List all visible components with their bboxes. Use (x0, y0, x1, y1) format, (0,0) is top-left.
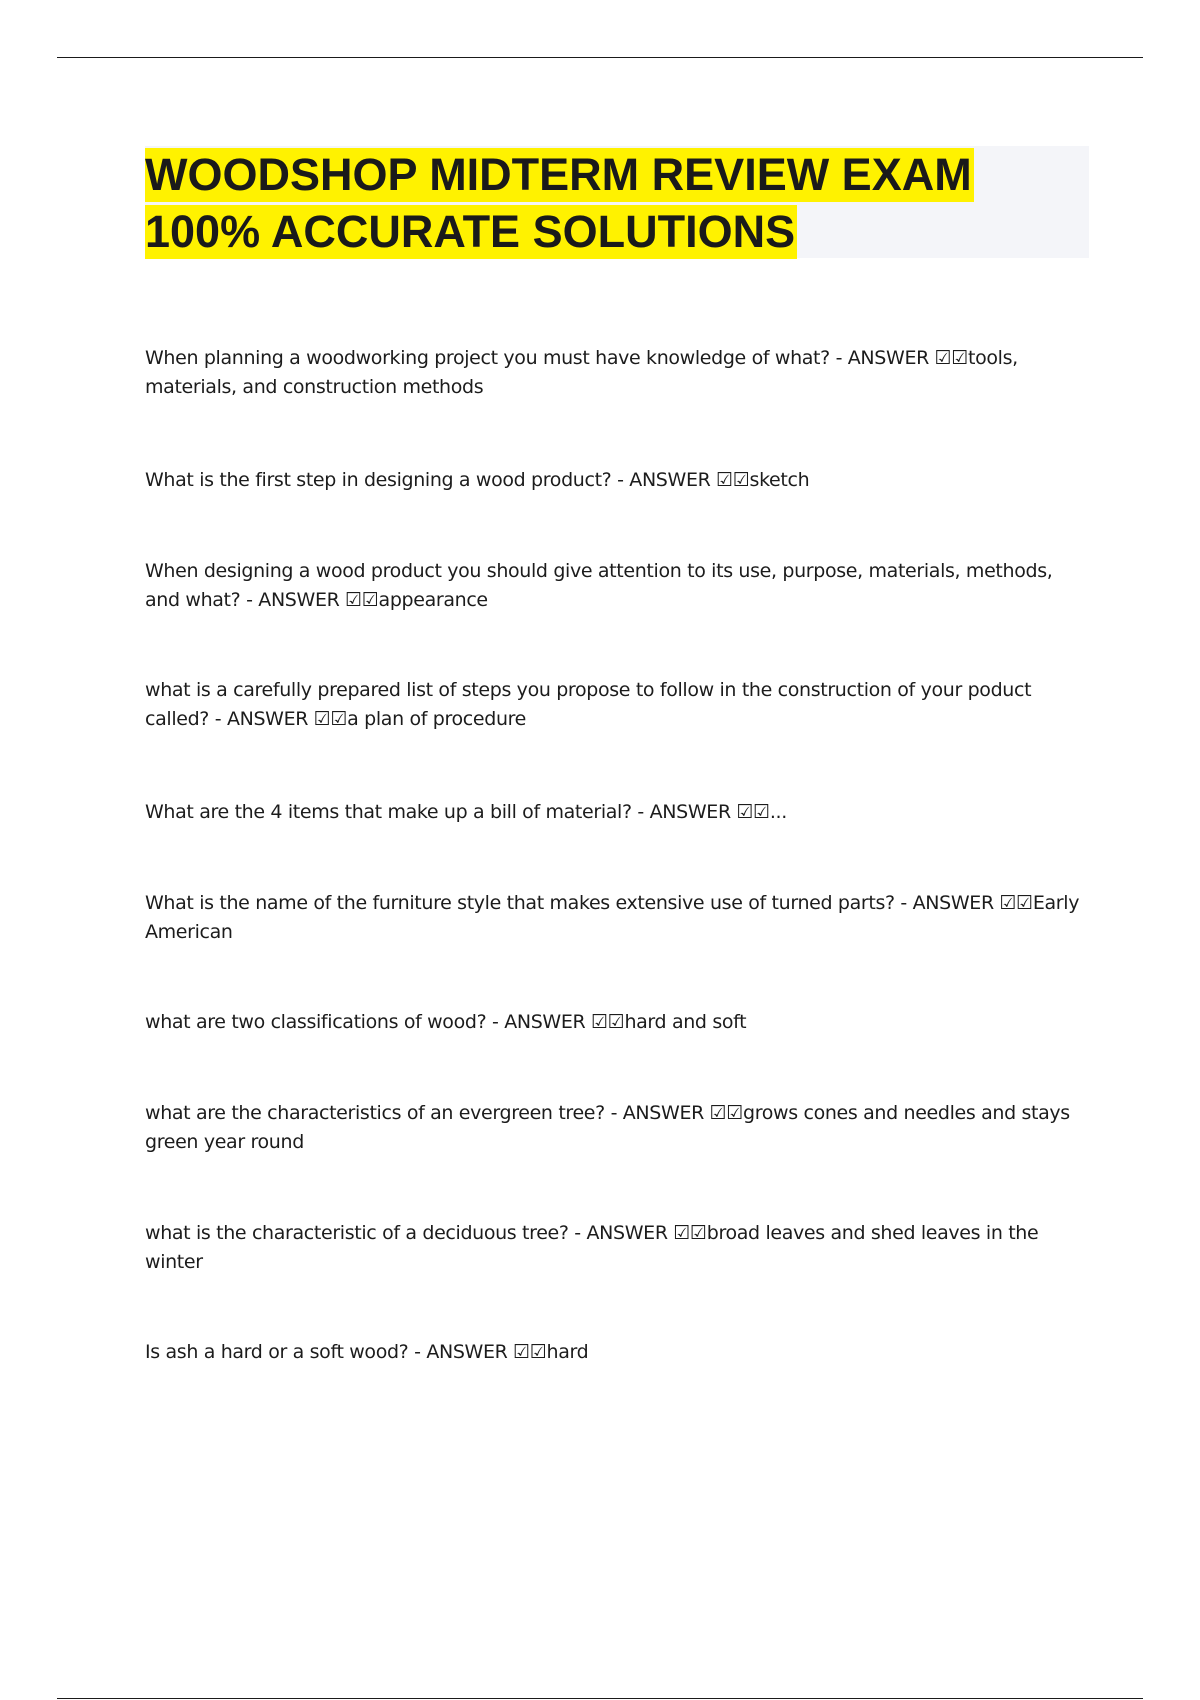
answer-label: ANSWER (912, 892, 994, 914)
separator: - (568, 1222, 587, 1244)
check-marks-icon: ☑☑ (703, 1102, 744, 1124)
answer-label: ANSWER (649, 801, 731, 823)
check-marks-icon: ☑☑ (585, 1011, 625, 1033)
question-text: When planning a woodworking project you must have knowledge of what? (145, 347, 830, 369)
check-marks-icon: ☑☑ (928, 347, 969, 369)
separator: - (611, 469, 630, 491)
title-block (145, 146, 1089, 258)
answer-text: broad leaves and shed leaves in the winter (145, 1222, 1039, 1273)
qa-item (145, 798, 1090, 827)
qa-item (145, 1099, 1090, 1157)
check-marks-icon: ☑☑ (507, 1341, 547, 1363)
answer-label: ANSWER (629, 469, 711, 491)
question-text: What are the 4 items that make up a bill of material? (145, 801, 632, 823)
answer-text: sketch (749, 469, 810, 491)
qa-item (145, 344, 1090, 402)
answer-label: ANSWER (258, 589, 340, 611)
question-text: Is ash a hard or a soft wood? (145, 1341, 409, 1363)
question-text: What is the first step in designing a wood product? (145, 469, 612, 491)
separator: - (240, 589, 259, 611)
qa-item (145, 1219, 1090, 1277)
answer-text: appearance (378, 589, 488, 611)
answer-text: tools, materials, and construction methods (145, 347, 1018, 398)
qa-item (145, 889, 1090, 947)
check-marks-icon: ☑☑ (308, 708, 348, 730)
answer-text: Early American (145, 892, 1080, 943)
answer-label: ANSWER (586, 1222, 668, 1244)
answer-text: hard (546, 1341, 589, 1363)
qa-item (145, 1338, 1090, 1367)
footer-rule (57, 1698, 1143, 1699)
question-text: what is a carefully prepared list of steps you propose to follow in the construction of your poduct called? (145, 679, 1032, 730)
answer-label: ANSWER (426, 1341, 508, 1363)
separator: - (604, 1102, 623, 1124)
question-text: what are the characteristics of an evergreen tree? (145, 1102, 605, 1124)
qa-item (145, 676, 1090, 734)
separator: - (408, 1341, 427, 1363)
check-marks-icon: ☑☑ (993, 892, 1033, 914)
header-rule (57, 57, 1143, 58)
title-line-1: WOODSHOP MIDTERM REVIEW EXAM (145, 149, 972, 200)
document-title (145, 146, 1089, 260)
answer-label: ANSWER (622, 1102, 704, 1124)
title-line-2: 100% ACCURATE SOLUTIONS (145, 206, 796, 257)
answer-text: a plan of procedure (347, 708, 527, 730)
question-text: When designing a wood product you should give attention to its use, purpose, materials, methods, and what? (145, 560, 1053, 611)
separator: - (209, 708, 227, 730)
question-text: What is the name of the furniture style that makes extensive use of turned parts? (145, 892, 895, 914)
qa-item (145, 1008, 1090, 1037)
separator: - (894, 892, 913, 914)
qa-item (145, 557, 1090, 615)
answer-label: ANSWER (847, 347, 929, 369)
separator: - (631, 801, 650, 823)
check-marks-icon: ☑☑ (730, 801, 770, 823)
answer-text: ... (769, 801, 787, 823)
answer-text: hard and soft (624, 1011, 747, 1033)
answer-text: grows cones and needles and stays green year round (145, 1102, 1070, 1153)
qa-item (145, 466, 1090, 495)
check-marks-icon: ☑☑ (710, 469, 750, 491)
check-marks-icon: ☑☑ (339, 589, 379, 611)
question-text: what are two classifications of wood? (145, 1011, 487, 1033)
separator: - (829, 347, 848, 369)
answer-label: ANSWER (226, 708, 309, 730)
separator: - (486, 1011, 505, 1033)
question-text: what is the characteristic of a deciduous tree? (145, 1222, 569, 1244)
check-marks-icon: ☑☑ (667, 1222, 707, 1244)
answer-label: ANSWER (504, 1011, 586, 1033)
